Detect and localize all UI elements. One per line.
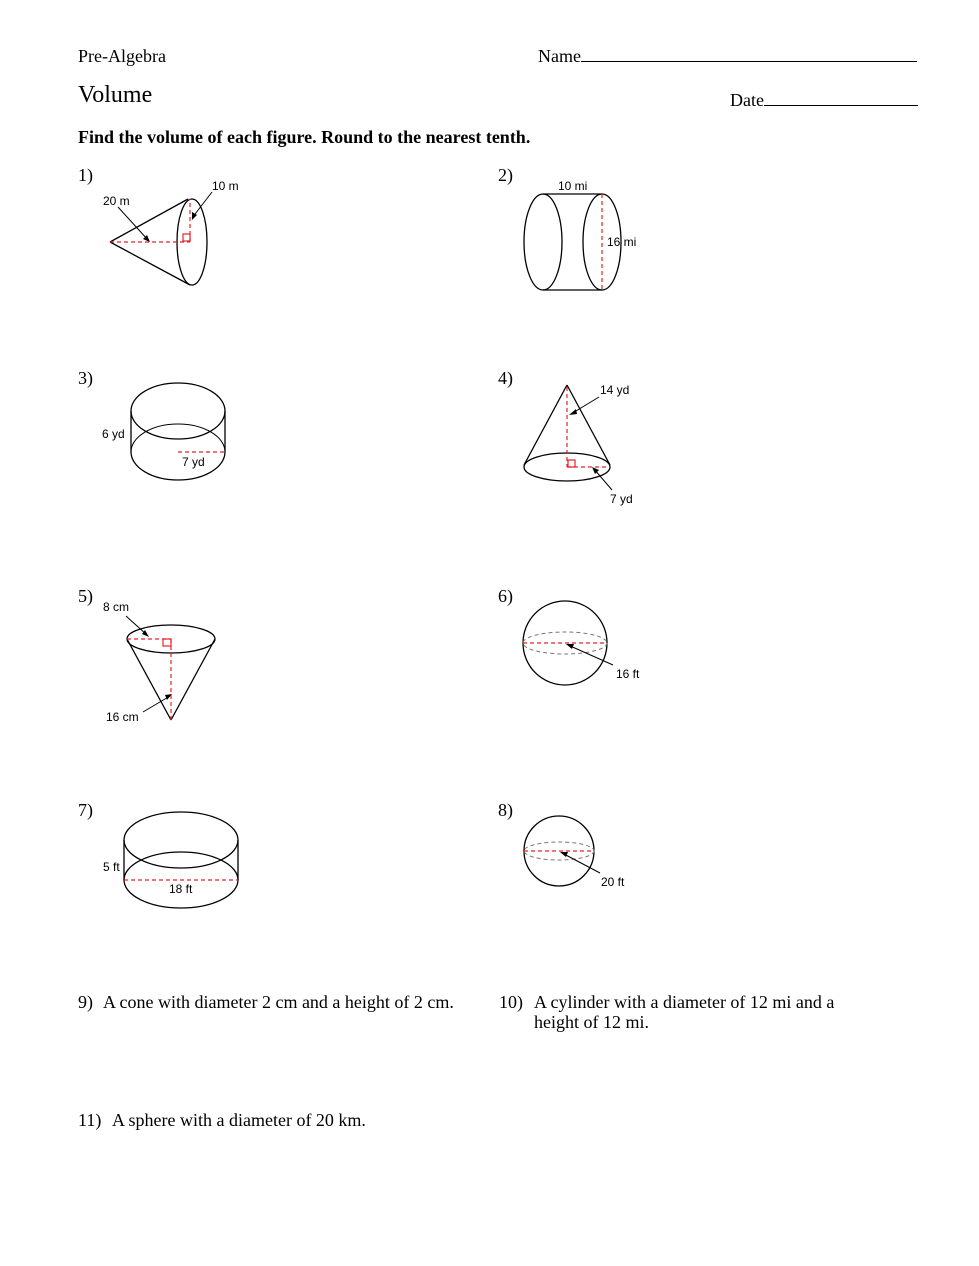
problem-number: 1) [78, 165, 93, 185]
problem-text: A cylinder with a diameter of 12 mi and a height of 12 mi. [534, 992, 835, 1032]
dimension-label: 16 ft [616, 667, 640, 681]
figure-5-cone [126, 616, 215, 720]
figure-4-cone [524, 385, 612, 490]
dimension-label: 14 yd [600, 383, 630, 397]
dimension-label: 16 cm [106, 710, 139, 724]
name-label: Name [538, 46, 581, 66]
dimension-label: 18 ft [169, 882, 193, 896]
word-problem-10 [499, 992, 879, 1032]
figure-6-sphere [523, 601, 613, 685]
problem-number: 2) [498, 165, 513, 185]
problem-number: 3) [78, 368, 93, 388]
problem-number: 11) [78, 1110, 102, 1130]
dimension-label: 20 ft [601, 875, 625, 889]
problem-number: 6) [498, 586, 513, 606]
date-label: Date [730, 90, 764, 110]
problem-number: 4) [498, 368, 513, 388]
page-title: Volume [78, 82, 153, 108]
figure-8-sphere [524, 816, 600, 886]
problem-number: 10) [499, 992, 523, 1012]
dimension-label: 6 yd [102, 427, 125, 441]
dimension-label: 10 m [212, 179, 239, 193]
problem-text: A cone with diameter 2 cm and a height of 2 cm. [103, 992, 454, 1012]
course-label: Pre-Algebra [78, 46, 166, 66]
problem-text: A sphere with a diameter of 20 km. [112, 1110, 366, 1130]
dimension-label: 5 ft [103, 860, 120, 874]
dimension-label: 20 m [103, 194, 130, 208]
dimension-label: 7 yd [182, 455, 205, 469]
problem-number: 5) [78, 586, 93, 606]
instructions: Find the volume of each figure. Round to the nearest tenth. [78, 127, 531, 147]
problem-number: 7) [78, 800, 93, 820]
dimension-label: 8 cm [103, 600, 130, 614]
figure-3-cylinder [131, 383, 225, 480]
problem-number: 8) [498, 800, 513, 820]
word-problem-11 [78, 1110, 498, 1130]
problem-number: 9) [78, 992, 93, 1012]
dimension-label: 10 mi [558, 179, 588, 193]
word-problem-9 [78, 992, 458, 1012]
dimension-label: 7 yd [610, 492, 633, 506]
dimension-label: 16 mi [607, 235, 637, 249]
